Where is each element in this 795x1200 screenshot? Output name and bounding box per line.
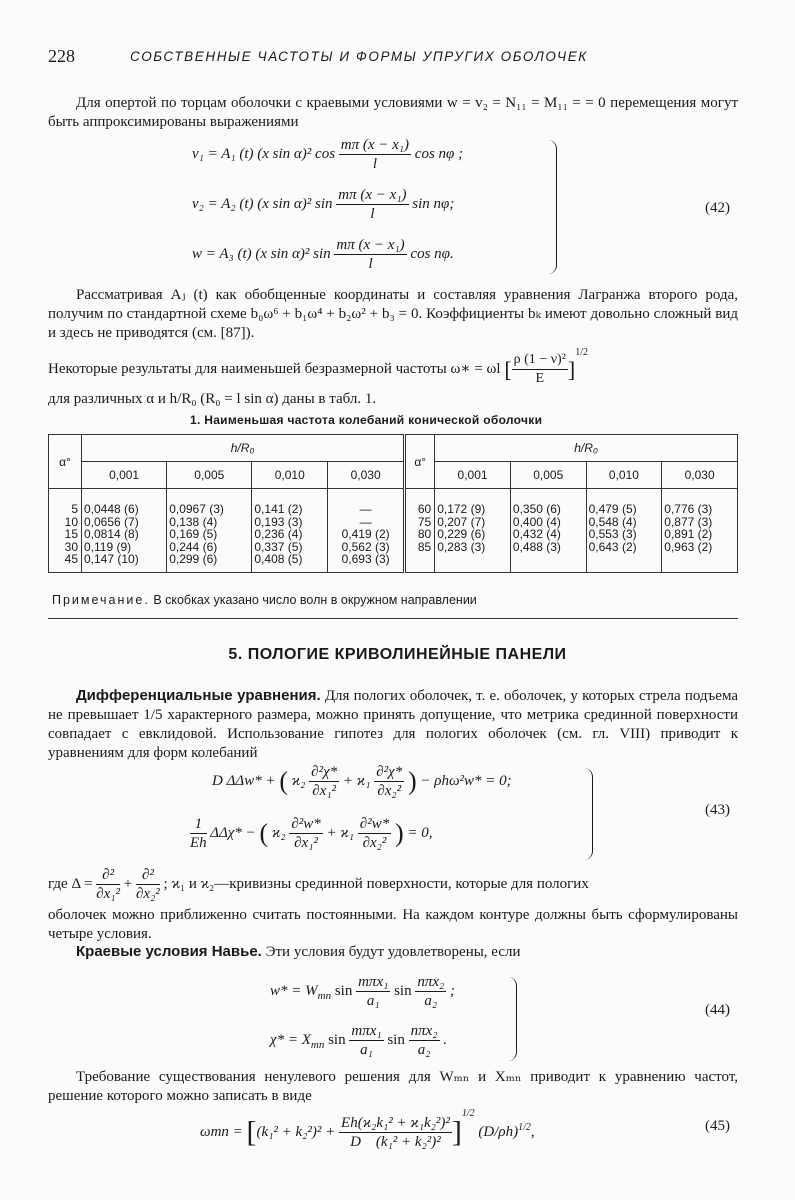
eq43-l2-f1-num: ∂²w* <box>291 816 321 832</box>
navier-paragraph <box>48 942 738 962</box>
eq43-l1-f1-den: ∂x₁² <box>312 783 337 799</box>
eq44-l1-end: ; <box>449 982 455 999</box>
table-note <box>52 593 477 607</box>
eq45-tail: (D/ρh) <box>478 1124 519 1140</box>
differential-text: Для пологих оболочек, т. е. оболочек, у которых стрела подъема не превышает 1/5 характерного размера, можно принять допущение, что метрика срединной поверхности совпадает с евклидовой. Использование гипотез для пологих оболочек (см. гл. VIII) приводит к уравнениям для форм колебаний <box>48 688 739 761</box>
left-bracket: [ <box>504 357 512 383</box>
eq45-lhs: ωmn = <box>200 1124 243 1140</box>
left-col-0010: 0,141 (2) 0,193 (3) 0,236 (4) 0,337 (5) 0,408 (5) <box>252 489 328 573</box>
right-bracket: ] <box>567 357 576 383</box>
section-title: 5. ПОЛОГИЕ КРИВОЛИНЕЙНЫЕ ПАНЕЛИ <box>228 646 567 663</box>
eq42-line-1-numerator: mπ (x − x₁) <box>340 137 410 153</box>
eq43-l2-f2-den: ∂x₂² <box>362 835 387 851</box>
eq42-line-2-lhs: v₂ = A₂ (t) (x sin α)² sin <box>192 195 333 212</box>
eq44-l2-f2-num: nπx₂ <box>410 1023 438 1039</box>
alpha-header-right: α° <box>405 435 435 489</box>
right-col-0030: 0,776 (3) 0,877 (3) 0,891 (2) 0,963 (2) <box>662 489 738 573</box>
eq44-l2-sin1: sin <box>328 1031 346 1048</box>
where-rest: ; ϰ₁ и ϰ₂—кривизны срединной поверхности, которые для пологих <box>163 875 589 892</box>
eq43-l1-kappa2: ϰ₂ <box>291 772 306 789</box>
col-header-left-0001: 0,001 <box>82 462 167 489</box>
eq44-l2-lhs: χ* = X <box>270 1031 311 1048</box>
table-caption: 1. Наименьшая частота колебаний конической оболочки <box>190 413 543 427</box>
where-paragraph <box>48 866 738 903</box>
eq43-l2-close-paren: ) <box>394 818 404 848</box>
eq42-line-3-denominator: l <box>368 256 373 272</box>
eq44-brace <box>508 977 517 1061</box>
right-alpha-column: 60 75 80 85 <box>405 489 435 573</box>
navier-heading: Краевые условия Навье. <box>76 943 262 960</box>
eq44-l1-f1-num: mπx₁ <box>358 974 389 990</box>
eq43-l2-coef-num: 1 <box>190 815 207 834</box>
eq44-line-1 <box>270 973 455 1010</box>
eq45-line <box>200 1108 535 1151</box>
table-note-label: Примечание. <box>52 593 150 607</box>
eq44-l1-f2-num: nπx₂ <box>417 974 445 990</box>
eq42-line-3-numerator: mπ (x − x₁) <box>336 237 405 253</box>
eq42-line-2-rhs: sin nφ; <box>412 195 455 212</box>
right-col-0005: 0,350 (6) 0,400 (4) 0,432 (4) 0,488 (3) <box>510 489 586 573</box>
eq44-number: (44) <box>705 1002 730 1018</box>
right-col-0010: 0,479 (5) 0,548 (4) 0,553 (3) 0,643 (2) <box>586 489 662 573</box>
eq42-number: (42) <box>705 200 730 216</box>
frequency-paragraph <box>48 343 738 409</box>
eq44-l2-f2-den: a₂ <box>417 1042 431 1058</box>
differential-paragraph <box>48 686 738 763</box>
intro-paragraph: Для опертой по торцам оболочки с краевыми условиями w = v₂ = N₁₁ = M₁₁ = = 0 перемещения могут быть аппроксимированы выражениями <box>48 95 738 130</box>
col-header-right-0010: 0,010 <box>586 462 662 489</box>
eq43-line-2 <box>190 815 433 852</box>
eq42-line-3-lhs: w = A₃ (t) (x sin α)² sin <box>192 245 331 262</box>
table-bottom-rule <box>48 618 738 619</box>
eq43-l1-f1-num: ∂²χ* <box>311 764 338 780</box>
where-f2-num: ∂² <box>136 866 160 885</box>
left-alpha-column: 5 10 15 30 45 <box>49 489 82 573</box>
col-header-right-0001: 0,001 <box>435 462 511 489</box>
eq45-fraction-den: D (k₁² + k₂²)² <box>350 1134 441 1151</box>
eq45-tail-exponent: 1/2 <box>518 1122 531 1133</box>
group-header-left: h/R₀ <box>82 435 405 462</box>
eq43-l2-kappa2: ϰ₂ <box>271 824 286 841</box>
page-number: 228 <box>48 46 75 66</box>
eq44-l1-lhs: w* = W <box>270 982 318 999</box>
frequency-text-before: Некоторые результаты для наименьшей безразмерной частоты ω∗ = ωl <box>48 361 501 377</box>
eq44-l2-f1-den: a₁ <box>360 1042 373 1058</box>
running-title: СОБСТВЕННЫЕ ЧАСТОТЫ И ФОРМЫ УПРУГИХ ОБОЛОЧЕК <box>130 49 588 64</box>
eq45-first-term: (k₁² + k₂²)² + <box>256 1124 336 1140</box>
frequency-exponent: 1/2 <box>575 347 588 358</box>
eq42-line-2-denominator: l <box>370 206 375 222</box>
eq43-l1-open-paren: ( <box>279 766 288 796</box>
eq43-brace <box>584 768 593 860</box>
col-header-right-0005: 0,005 <box>510 462 586 489</box>
eq44-l2-sub: mn <box>310 1038 325 1051</box>
eq43-l1-f2-den: ∂x₂² <box>377 783 402 799</box>
eq43-l2-tail: = 0, <box>407 824 433 841</box>
table-note-text: В скобках указано число волн в окружном направлении <box>153 593 477 607</box>
where-f2-den: ∂x₂² <box>136 886 160 902</box>
where-continuation: оболочек можно приближенно считать постоянными. На каждом контуре должны быть сформулированы четыре условия. <box>48 907 738 942</box>
left-col-0030: — — 0,419 (2) 0,562 (3) 0,693 (3) <box>328 489 405 573</box>
eq42-line-1 <box>192 136 463 173</box>
eq43-l1-f2-num: ∂²χ* <box>376 764 403 780</box>
eq44-l1-f1-den: a₁ <box>366 993 380 1009</box>
where-f1-num: ∂² <box>96 866 120 885</box>
eq43-l1-tail: − ρhω²w* = 0; <box>420 772 512 789</box>
eq44-l2-end: . <box>443 1031 447 1048</box>
eq45-fraction-num: Eh(ϰ₂k₁² + ϰ₁k₂²)² <box>341 1115 450 1132</box>
eq43-l1-close-paren: ) <box>407 766 417 796</box>
eq45-right-bracket: ] <box>451 1115 462 1149</box>
eq42-line-3-rhs: cos nφ. <box>410 245 454 262</box>
eq44-l1-sin1: sin <box>334 982 353 999</box>
col-header-left-0030: 0,030 <box>328 462 405 489</box>
right-col-0001: 0,172 (9) 0,207 (7) 0,229 (6) 0,283 (3) <box>435 489 511 573</box>
eq42-brace <box>548 140 557 274</box>
eq45-number: (45) <box>705 1118 730 1134</box>
eq45-left-bracket: [ <box>246 1115 257 1149</box>
frequency-fraction-numerator: ρ (1 − ν)² <box>512 351 568 370</box>
where-lead: где Δ = <box>48 875 93 892</box>
eq42-line-1-lhs: v₁ = A₁ (t) (x sin α)² cos <box>192 145 336 162</box>
eq44-l1-sub: mn <box>317 989 332 1002</box>
eq44-l1-sin2: sin <box>394 982 412 999</box>
eq43-l2-f2-num: ∂²w* <box>359 816 390 832</box>
differential-heading: Дифференциальные уравнения. <box>76 687 321 704</box>
col-header-left-0005: 0,005 <box>167 462 252 489</box>
eq42-line-2-numerator: mπ (x − x₁) <box>338 187 407 203</box>
eq43-l1-start: D ΔΔw* + <box>212 772 276 789</box>
eq45-exponent: 1/2 <box>461 1108 475 1119</box>
where-f1-den: ∂x₁² <box>96 886 121 902</box>
eq43-l2-start: ΔΔχ* − <box>210 824 256 841</box>
eq43-line-1 <box>212 763 512 800</box>
eq43-l1-plus-kappa1: + ϰ₁ <box>342 772 371 789</box>
eq44-l2-sin2: sin <box>387 1031 405 1048</box>
frequency-table <box>48 434 738 573</box>
eq42-line-1-denominator: l <box>372 156 377 172</box>
alpha-header-left: α° <box>49 435 82 489</box>
eq45-end: , <box>530 1124 535 1140</box>
requirement-paragraph: Требование существования ненулевого решения для Wₘₙ и Xₘₙ приводит к уравнению частот, решение которого можно записать в виде <box>48 1069 738 1104</box>
left-col-0005: 0,0967 (3) 0,138 (4) 0,169 (5) 0,244 (6) 0,299 (6) <box>167 489 252 573</box>
where-plus: + <box>123 875 133 892</box>
eq43-l2-open-paren: ( <box>259 818 269 848</box>
col-header-right-0030: 0,030 <box>662 462 738 489</box>
frequency-fraction-denominator: E <box>535 371 545 387</box>
left-col-0001: 0,0448 (6) 0,0656 (7) 0,0814 (8) 0,119 (9) 0,147 (10) <box>82 489 167 573</box>
eq43-l2-f1-den: ∂x₁² <box>294 835 318 851</box>
eq44-line-2 <box>270 1022 447 1059</box>
eq42-line-2 <box>192 186 454 223</box>
eq42-line-1-rhs: cos nφ ; <box>414 145 464 162</box>
group-header-right: h/R₀ <box>435 435 738 462</box>
eq44-l1-f2-den: a₂ <box>424 993 438 1009</box>
eq43-l2-plus-kappa1: + ϰ₁ <box>326 824 355 841</box>
navier-text: Эти условия будут удовлетворены, если <box>265 944 521 960</box>
eq42-line-3 <box>192 236 454 273</box>
col-header-left-0010: 0,010 <box>252 462 328 489</box>
eq44-l2-f1-num: mπx₁ <box>351 1023 382 1039</box>
eq43-number: (43) <box>705 802 730 818</box>
eq43-l2-coef-den: Eh <box>190 835 207 851</box>
frequency-text-after: для различных α и h/R₀ (R₀ = l sin α) даны в табл. 1. <box>48 391 377 408</box>
lagrange-paragraph: Рассматривая Aⱼ (t) как обобщенные координаты и составляя уравнения Лагранжа второго рода, получим по стандартной схеме b₀ω⁶ + b₁ω⁴ + b₂ω² + b₃ = 0. Коэффициенты bₖ имеют довольно сложный вид и здесь не приводятся (см. [87]). <box>48 287 738 341</box>
